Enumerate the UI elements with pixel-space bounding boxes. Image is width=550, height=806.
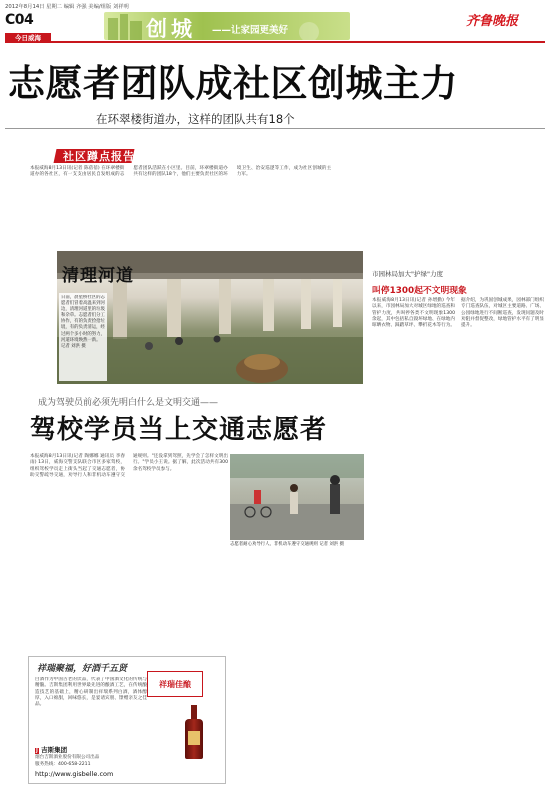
- second-headline: 驾校学员当上交通志愿者: [30, 415, 328, 445]
- ad-brand-badge: [147, 671, 203, 697]
- date-line: 2012年8月14日 星期二 编辑 齐强 美编/组版 刘祥明: [5, 4, 129, 10]
- bottle-neck: [191, 705, 197, 719]
- ad-company: [35, 745, 67, 754]
- photo1-title: 清理河道: [62, 266, 134, 286]
- ad-url[interactable]: http://www.gisbelle.com: [35, 770, 114, 778]
- right-headline: 叫停1300起不文明现象: [372, 286, 467, 296]
- ad-brand: 祥瑞佳酿: [159, 679, 191, 689]
- lead-body-text: 本报威海8月13日讯(记者 陈蓓蓓) 在环翠楼街道办的各社区，有一支支由居民自发组成的志愿者团队活跃在小区里。目前，环翠楼街道办共有这样的团队18个，他们主要负责社区的环境卫生、治安巡逻等工作，成为社区创城的主力军。: [30, 166, 332, 178]
- lead-subhead: 在环翠楼街道办，这样的团队共有18个: [96, 112, 295, 126]
- report-tag-text: 社区蹲点报告: [63, 150, 135, 163]
- right-kicker: 市园林局加大"护绿"力度: [372, 270, 443, 278]
- ad-company-name: 吉斯集团: [41, 746, 68, 754]
- header-banner: [104, 12, 350, 40]
- bottle-label: [188, 731, 200, 745]
- ad-title: 祥瑞聚福，好酒千五贤: [37, 664, 128, 674]
- page-code: C04: [5, 12, 34, 28]
- right-body-text: 本报威海8月13日讯(记者 孙增勤) 今年以来，市园林局加大对城区绿地的巡查和管护力度，共叫停各类不文明现象1300余起，其中包括私自毁坏绿地、在绿地内晾晒衣物、踩踏草坪、攀折花木等行为。据介绍，为巩固创城成果，园林部门组织专门巡查队伍，对城区主要道路、广场、公园绿地进行不间断巡查，发现问题及时劝阻并督促整改，绿地管护水平有了明显提升。: [372, 298, 544, 329]
- ad-address: 烟台吉斯酒业股份有限公司出品: [35, 755, 100, 760]
- newspaper-logo: 齐鲁晚报: [466, 14, 519, 29]
- report-tag: [55, 147, 185, 165]
- street-scene: [230, 454, 364, 540]
- lead-rule: [5, 128, 545, 129]
- section-label: 今日威海: [5, 33, 51, 43]
- second-kicker: 成为驾驶员前必须先明白什么是文明交通——: [38, 398, 219, 408]
- ad-phone: 服务热线：400-658-2211: [35, 762, 91, 767]
- right-body: [372, 298, 544, 698]
- banner-sub: ——让家园更美好: [212, 25, 289, 36]
- second-body-text: 本报威海8月13日讯(记者 陶娜娜 通讯员 李春雨) 13日，威海交警支队联合市区多家驾校，组织驾校学员走上街头当起了交通志愿者，协助交警疏导交通，劝导行人和非机动车遵守交通规则。"还没拿到驾照，先学会了怎样文明出行。"学员小王说。据了解，此次活动共有300余名驾校学员参与。: [30, 454, 228, 478]
- traffic-photo-caption: 志愿者耐心劝导行人、非机动车遵守交通规则 记者 刘洪 摄: [230, 542, 344, 547]
- photo1-caption-box: [59, 293, 107, 381]
- traffic-photo: [230, 454, 364, 540]
- company-logo-icon: J: [36, 748, 38, 754]
- photo1-caption: 日前，晨星桥社区的志愿者们冒着高温来到河边，清理河道里的垃圾和杂草。志愿者们分工协作，有的负责捡拾垃圾，有的负责清运，经过两个多小时的努力，河道环境焕然一新。 记者 刘洪 摄: [61, 295, 105, 349]
- lead-headline: 志愿者团队成社区创城主力: [8, 62, 458, 105]
- header-rule: [51, 41, 545, 43]
- river-photo: [57, 251, 363, 384]
- second-body-continued: [230, 552, 364, 646]
- second-body: [30, 454, 228, 644]
- ad-body: 白酒作为中国古老的饮品，代表了中国酒文化的传统与精髓。吉斯集团利用世界最先进的酿酒工艺，在传统酿造技艺的基础上，精心研制出祥瑞系列白酒，酒体醇厚，入口绵甜，回味悠长，是宴请宾朋、馈赠亲友之佳品。: [35, 677, 147, 708]
- ad-box: [28, 656, 226, 784]
- lead-body: [30, 166, 538, 250]
- ad-bottle: [183, 705, 205, 761]
- banner-main: 创城: [146, 16, 196, 40]
